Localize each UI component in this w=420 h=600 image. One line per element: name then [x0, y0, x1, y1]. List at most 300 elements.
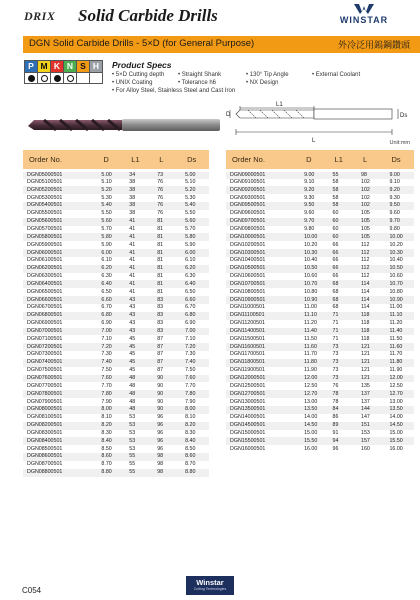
- footer-brand-logo: [186, 576, 234, 595]
- table-row: [226, 320, 414, 328]
- table-row: [23, 351, 209, 359]
- l1-cell: 38: [125, 194, 153, 202]
- l-cell: 81: [153, 226, 181, 234]
- col-l1: L1: [125, 150, 153, 170]
- iso-m-box: M: [37, 60, 51, 73]
- order-no-cell: DGN05900501: [23, 241, 97, 249]
- order-no-cell: DGN06700501: [23, 304, 97, 312]
- d-cell: 10.90: [300, 296, 328, 304]
- spec-item: • Tolerance h6: [178, 80, 217, 86]
- order-no-cell: DGN09000501: [226, 170, 300, 179]
- d-cell: 9.70: [300, 218, 328, 226]
- order-no-cell: DGN10000501: [226, 233, 300, 241]
- page-number: C054: [22, 586, 42, 595]
- spec-item: • UNIX Coating: [112, 80, 153, 86]
- l-cell: 87: [153, 343, 181, 351]
- spec-item: • External Coolant: [312, 72, 361, 78]
- table-row: [226, 241, 414, 249]
- ds-cell: 14.50: [385, 422, 414, 430]
- l-cell: 105: [357, 210, 385, 218]
- ds-cell: 5.30: [181, 194, 209, 202]
- d-cell: 5.70: [97, 226, 125, 234]
- ds-cell: 10.90: [385, 296, 414, 304]
- ds-cell: 5.70: [181, 226, 209, 234]
- l1-cell: 41: [125, 257, 153, 265]
- table-row: [23, 280, 209, 288]
- l1-cell: 94: [329, 437, 357, 445]
- d-cell: 6.30: [97, 273, 125, 281]
- order-no-cell: DGN06800501: [23, 312, 97, 320]
- order-no-cell: DGN08300501: [23, 430, 97, 438]
- ds-cell: 7.50: [181, 367, 209, 375]
- d-cell: 12.70: [300, 390, 328, 398]
- l1-cell: 60: [329, 233, 357, 241]
- d-cell: 7.70: [97, 382, 125, 390]
- order-no-cell: DGN11100501: [226, 312, 300, 320]
- d-cell: 5.40: [97, 202, 125, 210]
- col-l1: L1: [329, 150, 357, 170]
- l-cell: 96: [153, 414, 181, 422]
- d-cell: 6.20: [97, 265, 125, 273]
- d-cell: 9.50: [300, 202, 328, 210]
- footer-tagline: Cutting Technologies: [193, 587, 227, 591]
- l-cell: 87: [153, 359, 181, 367]
- ds-cell: 8.40: [181, 437, 209, 445]
- l1-cell: 55: [125, 453, 153, 461]
- l1-cell: 71: [329, 320, 357, 328]
- table-row: [226, 186, 414, 194]
- ds-cell: 6.60: [181, 296, 209, 304]
- l1-cell: 60: [329, 226, 357, 234]
- iso-h-suitability: [89, 72, 103, 84]
- table-row: [23, 422, 209, 430]
- table-row: [23, 414, 209, 422]
- ds-cell: 5.40: [181, 202, 209, 210]
- order-no-cell: DGN10700501: [226, 280, 300, 288]
- ds-cell: 10.70: [385, 280, 414, 288]
- table-row: [23, 265, 209, 273]
- d-cell: 6.00: [97, 249, 125, 257]
- filled-circle-icon: [28, 75, 35, 82]
- table-row: [23, 445, 209, 453]
- d-cell: 7.50: [97, 367, 125, 375]
- l1-cell: 41: [125, 226, 153, 234]
- l1-cell: 53: [125, 422, 153, 430]
- table-row: [23, 312, 209, 320]
- ds-cell: 6.10: [181, 257, 209, 265]
- series-logo: DRIX: [24, 9, 56, 23]
- d-cell: 11.20: [300, 320, 328, 328]
- col-l: L: [357, 150, 385, 170]
- ds-cell: 10.60: [385, 273, 414, 281]
- l1-cell: 41: [125, 288, 153, 296]
- l-cell: 160: [357, 445, 385, 453]
- l1-cell: 38: [125, 210, 153, 218]
- l1-cell: 58: [329, 179, 357, 187]
- table-row: [226, 194, 414, 202]
- spec-row: [112, 72, 412, 78]
- ds-cell: 15.00: [385, 430, 414, 438]
- brand-mark-icon: [353, 3, 375, 15]
- l-cell: 90: [153, 375, 181, 383]
- l-cell: 96: [153, 437, 181, 445]
- l1-cell: 34: [125, 170, 153, 179]
- order-no-cell: DGN11800501: [226, 359, 300, 367]
- order-no-cell: DGN06400501: [23, 280, 97, 288]
- l-cell: 114: [357, 296, 385, 304]
- l-cell: 121: [357, 343, 385, 351]
- ds-cell: 11.50: [385, 335, 414, 343]
- order-no-cell: DGN11600501: [226, 343, 300, 351]
- table-row: [226, 343, 414, 351]
- table-row: [23, 461, 209, 469]
- order-no-cell: DGN09200501: [226, 186, 300, 194]
- l1-cell: 73: [329, 367, 357, 375]
- iso-n-box: N: [63, 60, 77, 73]
- order-no-cell: DGN08700501: [23, 461, 97, 469]
- order-no-cell: DGN05000501: [23, 170, 97, 179]
- d-cell: 10.60: [300, 273, 328, 281]
- d-cell: 7.10: [97, 335, 125, 343]
- d-cell: 8.60: [97, 453, 125, 461]
- ds-cell: 7.70: [181, 382, 209, 390]
- table-row: [23, 453, 209, 461]
- d-cell: 6.10: [97, 257, 125, 265]
- d-cell: 7.80: [97, 390, 125, 398]
- ds-cell: 9.10: [385, 179, 414, 187]
- filled-circle-icon: [54, 75, 61, 82]
- l-cell: 81: [153, 241, 181, 249]
- l1-cell: 41: [125, 265, 153, 273]
- brand-logo: [330, 3, 398, 29]
- order-no-cell: DGN07400501: [23, 359, 97, 367]
- d-cell: 15.50: [300, 437, 328, 445]
- l-cell: 96: [153, 422, 181, 430]
- l1-cell: 43: [125, 328, 153, 336]
- table-row: [23, 170, 209, 179]
- col-d: D: [300, 150, 328, 170]
- order-no-cell: DGN09100501: [226, 179, 300, 187]
- l-cell: 137: [357, 390, 385, 398]
- order-no-cell: DGN13500501: [226, 406, 300, 414]
- ds-cell: 7.90: [181, 398, 209, 406]
- l-cell: 87: [153, 367, 181, 375]
- table-row: [23, 382, 209, 390]
- l-cell: 147: [357, 414, 385, 422]
- d-cell: 7.20: [97, 343, 125, 351]
- ds-cell: 7.30: [181, 351, 209, 359]
- iso-material-grid: [24, 60, 102, 84]
- ds-cell: 11.00: [385, 304, 414, 312]
- order-no-cell: DGN07600501: [23, 375, 97, 383]
- l-cell: 118: [357, 312, 385, 320]
- spec-row: [112, 88, 412, 94]
- ds-cell: 9.80: [385, 226, 414, 234]
- ds-cell: 8.10: [181, 414, 209, 422]
- table-row: [23, 179, 209, 187]
- l1-cell: 45: [125, 335, 153, 343]
- d-cell: 14.00: [300, 414, 328, 422]
- order-no-cell: DGN07900501: [23, 398, 97, 406]
- table-row: [23, 469, 209, 477]
- order-no-cell: DGN09300501: [226, 194, 300, 202]
- l-cell: 81: [153, 218, 181, 226]
- l1-cell: 48: [125, 390, 153, 398]
- table-row: [23, 218, 209, 226]
- l1-cell: 45: [125, 367, 153, 375]
- table-row: [23, 430, 209, 438]
- d-cell: 5.50: [97, 210, 125, 218]
- d-cell: 5.60: [97, 218, 125, 226]
- ds-cell: 10.30: [385, 249, 414, 257]
- d-cell: 11.40: [300, 328, 328, 336]
- table-row: [226, 367, 414, 375]
- order-no-cell: DGN10800501: [226, 288, 300, 296]
- chinese-subtitle: 外冷泛用鎢鋼鑽頭: [337, 40, 410, 50]
- table-row: [23, 367, 209, 375]
- l1-cell: 55: [125, 469, 153, 477]
- order-no-cell: DGN08500501: [23, 445, 97, 453]
- order-no-cell: DGN05600501: [23, 218, 97, 226]
- l-cell: 90: [153, 398, 181, 406]
- l-cell: 87: [153, 335, 181, 343]
- order-no-cell: DGN05500501: [23, 210, 97, 218]
- d-cell: 11.60: [300, 343, 328, 351]
- l-cell: 112: [357, 273, 385, 281]
- d-cell: 9.10: [300, 179, 328, 187]
- table-row: [226, 296, 414, 304]
- d-cell: 10.40: [300, 257, 328, 265]
- l1-cell: 45: [125, 351, 153, 359]
- d-cell: 11.80: [300, 359, 328, 367]
- ds-cell: 5.10: [181, 179, 209, 187]
- l-cell: 96: [153, 445, 181, 453]
- specs-title: Product Specs: [112, 60, 172, 70]
- table-row: [226, 226, 414, 234]
- l-cell: 81: [153, 273, 181, 281]
- l1-cell: 91: [329, 430, 357, 438]
- col-ds: Ds: [385, 150, 414, 170]
- ds-cell: 5.00: [181, 170, 209, 179]
- table-row: [226, 390, 414, 398]
- order-no-cell: DGN06100501: [23, 257, 97, 265]
- table-row: [226, 273, 414, 281]
- l1-cell: 43: [125, 304, 153, 312]
- ds-cell: 6.00: [181, 249, 209, 257]
- order-no-cell: DGN08400501: [23, 437, 97, 445]
- iso-m-suitability: [37, 72, 51, 84]
- l1-cell: 45: [125, 359, 153, 367]
- l-cell: 90: [153, 382, 181, 390]
- l-cell: 105: [357, 218, 385, 226]
- order-no-cell: DGN07100501: [23, 335, 97, 343]
- d-cell: 6.90: [97, 320, 125, 328]
- d-cell: 13.50: [300, 406, 328, 414]
- spec-row: [112, 80, 412, 86]
- ds-cell: 16.00: [385, 445, 414, 453]
- ds-cell: 5.20: [181, 186, 209, 194]
- l-cell: 98: [357, 170, 385, 179]
- l1-cell: 41: [125, 218, 153, 226]
- ds-cell: 11.20: [385, 320, 414, 328]
- ds-cell: 5.90: [181, 241, 209, 249]
- l-cell: 157: [357, 437, 385, 445]
- l1-cell: 73: [329, 359, 357, 367]
- ds-cell: 11.70: [385, 351, 414, 359]
- d-cell: 11.90: [300, 367, 328, 375]
- iso-s-suitability: [76, 72, 90, 84]
- ds-cell: 10.00: [385, 233, 414, 241]
- order-no-cell: DGN06000501: [23, 249, 97, 257]
- ds-cell: 11.80: [385, 359, 414, 367]
- ds-cell: 7.20: [181, 343, 209, 351]
- table-row: [226, 375, 414, 383]
- table-row: [23, 375, 209, 383]
- d-cell: 8.20: [97, 422, 125, 430]
- l-cell: 81: [153, 233, 181, 241]
- d-cell: 7.00: [97, 328, 125, 336]
- iso-s-box: S: [76, 60, 90, 73]
- d-cell: 16.00: [300, 445, 328, 453]
- l1-cell: 41: [125, 249, 153, 257]
- l1-cell: 89: [329, 422, 357, 430]
- l1-cell: 76: [329, 382, 357, 390]
- order-no-cell: DGN05800501: [23, 233, 97, 241]
- d-cell: 8.30: [97, 430, 125, 438]
- table-row: [23, 296, 209, 304]
- l1-cell: 48: [125, 398, 153, 406]
- spec-item: • NX Design: [246, 80, 279, 86]
- table-row: [23, 359, 209, 367]
- table-row: [23, 257, 209, 265]
- table-row: [226, 280, 414, 288]
- table-row: [23, 335, 209, 343]
- d-cell: 5.30: [97, 194, 125, 202]
- order-no-cell: DGN08000501: [23, 406, 97, 414]
- l-cell: 112: [357, 265, 385, 273]
- table-row: [23, 390, 209, 398]
- ds-cell: 9.50: [385, 202, 414, 210]
- product-specs: [112, 60, 412, 94]
- l1-cell: 41: [125, 241, 153, 249]
- ds-cell: 13.00: [385, 398, 414, 406]
- order-no-cell: DGN11500501: [226, 335, 300, 343]
- order-no-cell: DGN07200501: [23, 343, 97, 351]
- col-order-no: Order No.: [226, 150, 300, 170]
- l1-cell: 66: [329, 249, 357, 257]
- l-cell: 81: [153, 265, 181, 273]
- table-row: [226, 422, 414, 430]
- table-row: [23, 194, 209, 202]
- l-cell: 98: [153, 453, 181, 461]
- order-no-cell: DGN10600501: [226, 273, 300, 281]
- ds-cell: 6.80: [181, 312, 209, 320]
- table-row: [23, 202, 209, 210]
- l-cell: 83: [153, 328, 181, 336]
- l-cell: 76: [153, 186, 181, 194]
- l-cell: 112: [357, 257, 385, 265]
- l1-cell: 53: [125, 437, 153, 445]
- l-cell: 98: [153, 469, 181, 477]
- table-row: [226, 304, 414, 312]
- d-cell: 7.30: [97, 351, 125, 359]
- order-no-cell: DGN08100501: [23, 414, 97, 422]
- ds-cell: 6.90: [181, 320, 209, 328]
- l-cell: 87: [153, 351, 181, 359]
- l-cell: 90: [153, 390, 181, 398]
- d-cell: 7.40: [97, 359, 125, 367]
- table-row: [226, 170, 414, 179]
- spec-item: • For Alloy Steel, Stainless Steel and Cast Iron: [112, 88, 236, 94]
- order-no-cell: DGN09600501: [226, 210, 300, 218]
- order-no-cell: DGN11400501: [226, 328, 300, 336]
- l-cell: 118: [357, 320, 385, 328]
- ds-cell: 8.60: [181, 453, 209, 461]
- l1-cell: 55: [125, 461, 153, 469]
- ds-cell: 9.00: [385, 170, 414, 179]
- l-cell: 112: [357, 241, 385, 249]
- order-no-cell: DGN05100501: [23, 179, 97, 187]
- spec-item: • 130° Tip Angle: [246, 72, 289, 78]
- table-row: [23, 241, 209, 249]
- table-row: [226, 328, 414, 336]
- ds-cell: 8.80: [181, 469, 209, 477]
- l1-cell: 66: [329, 257, 357, 265]
- d-cell: 9.30: [300, 194, 328, 202]
- l1-cell: 53: [125, 445, 153, 453]
- d-cell: 8.70: [97, 461, 125, 469]
- ds-cell: 6.50: [181, 288, 209, 296]
- footer-brand-name: Winstar: [196, 578, 224, 587]
- d-cell: 10.00: [300, 233, 328, 241]
- dim-ds: Ds: [400, 113, 408, 119]
- ds-cell: 13.50: [385, 406, 414, 414]
- l1-cell: 73: [329, 343, 357, 351]
- d-cell: 10.70: [300, 280, 328, 288]
- spec-item: • Straight Shank: [178, 72, 222, 78]
- d-cell: 14.50: [300, 422, 328, 430]
- drill-drawing: [226, 100, 416, 146]
- table-header-row: [23, 150, 209, 170]
- table-row: [23, 398, 209, 406]
- table-row: [23, 288, 209, 296]
- order-no-cell: DGN12700501: [226, 390, 300, 398]
- l-cell: 83: [153, 312, 181, 320]
- order-no-cell: DGN06600501: [23, 296, 97, 304]
- table-row: [226, 257, 414, 265]
- d-cell: 13.00: [300, 398, 328, 406]
- l-cell: 102: [357, 202, 385, 210]
- l-cell: 73: [153, 170, 181, 179]
- ds-cell: 8.00: [181, 406, 209, 414]
- l-cell: 76: [153, 179, 181, 187]
- l1-cell: 53: [125, 414, 153, 422]
- ds-cell: 8.20: [181, 422, 209, 430]
- l-cell: 83: [153, 304, 181, 312]
- d-cell: 12.00: [300, 375, 328, 383]
- table-row: [226, 218, 414, 226]
- d-cell: 15.00: [300, 430, 328, 438]
- l1-cell: 71: [329, 328, 357, 336]
- order-no-cell: DGN11200501: [226, 320, 300, 328]
- ds-cell: 9.70: [385, 218, 414, 226]
- d-cell: 11.70: [300, 351, 328, 359]
- drill-photo-icon: [24, 108, 224, 140]
- l-cell: 105: [357, 233, 385, 241]
- order-no-cell: DGN11000501: [226, 304, 300, 312]
- l1-cell: 55: [329, 170, 357, 179]
- ds-cell: 10.80: [385, 288, 414, 296]
